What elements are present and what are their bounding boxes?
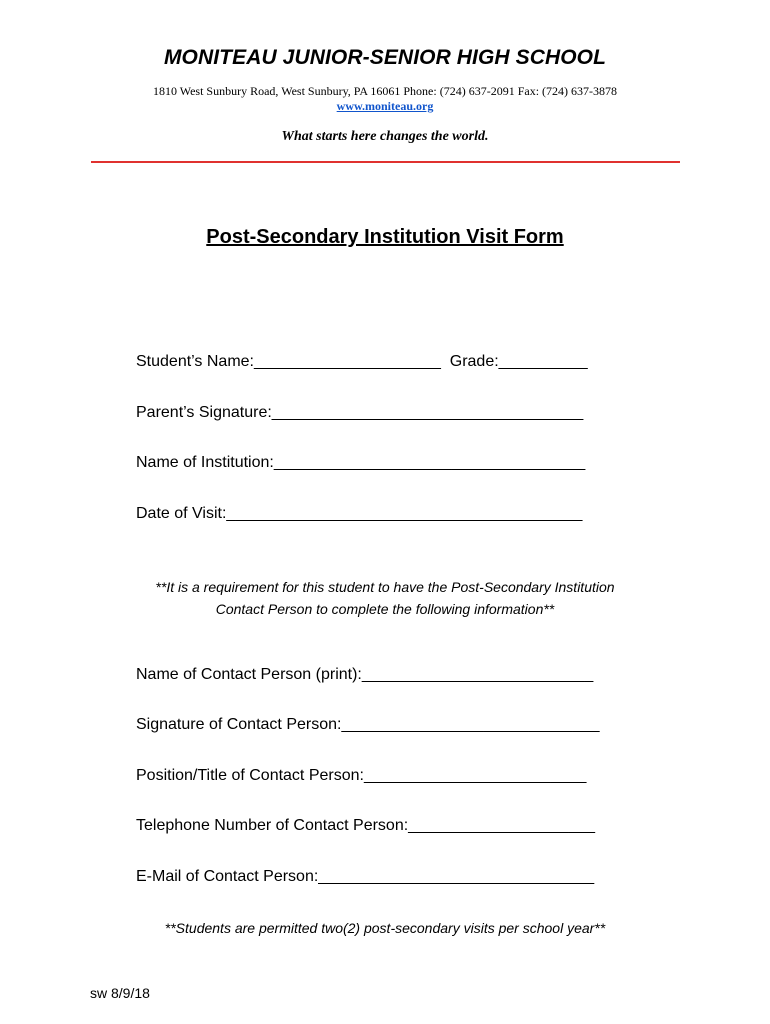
institution-name-field[interactable]: Name of Institution:___________________________________ — [136, 454, 586, 471]
revision-note: sw 8/9/18 — [90, 985, 150, 1001]
requirement-note-line2: Contact Person to complete the following information** — [215, 601, 555, 617]
contact-name-field[interactable]: Name of Contact Person (print):__________________________ — [136, 666, 594, 683]
website-link[interactable]: www.moniteau.org — [336, 99, 434, 113]
form-title: Post-Secondary Institution Visit Form — [206, 226, 564, 248]
parent-signature-field[interactable]: Parent’s Signature:___________________________________ — [136, 404, 584, 421]
visits-note: **Students are permitted two(2) post-secondary visits per school year** — [164, 920, 606, 936]
student-name-field[interactable]: Student’s Name:_____________________ Grade:__________ — [136, 353, 588, 370]
school-address: 1810 West Sunbury Road, West Sunbury, PA 16061 Phone: (724) 637-2091 Fax: (724) 637-3878 — [152, 84, 618, 98]
school-name: MONITEAU JUNIOR-SENIOR HIGH SCHOOL — [163, 46, 607, 69]
contact-email-field[interactable]: E-Mail of Contact Person:_______________________________ — [136, 868, 595, 885]
school-website — [0, 99, 770, 114]
requirement-note-line1: **It is a requirement for this student to have the Post-Secondary Institution — [155, 579, 615, 595]
header-divider — [91, 161, 680, 163]
contact-signature-field[interactable]: Signature of Contact Person:_____________________________ — [136, 716, 600, 733]
contact-phone-field[interactable]: Telephone Number of Contact Person:_____________________ — [136, 817, 596, 834]
school-motto: What starts here changes the world. — [281, 129, 489, 144]
contact-title-field[interactable]: Position/Title of Contact Person:_________________________ — [136, 767, 587, 784]
date-of-visit-field[interactable]: Date of Visit:________________________________________ — [136, 505, 583, 522]
